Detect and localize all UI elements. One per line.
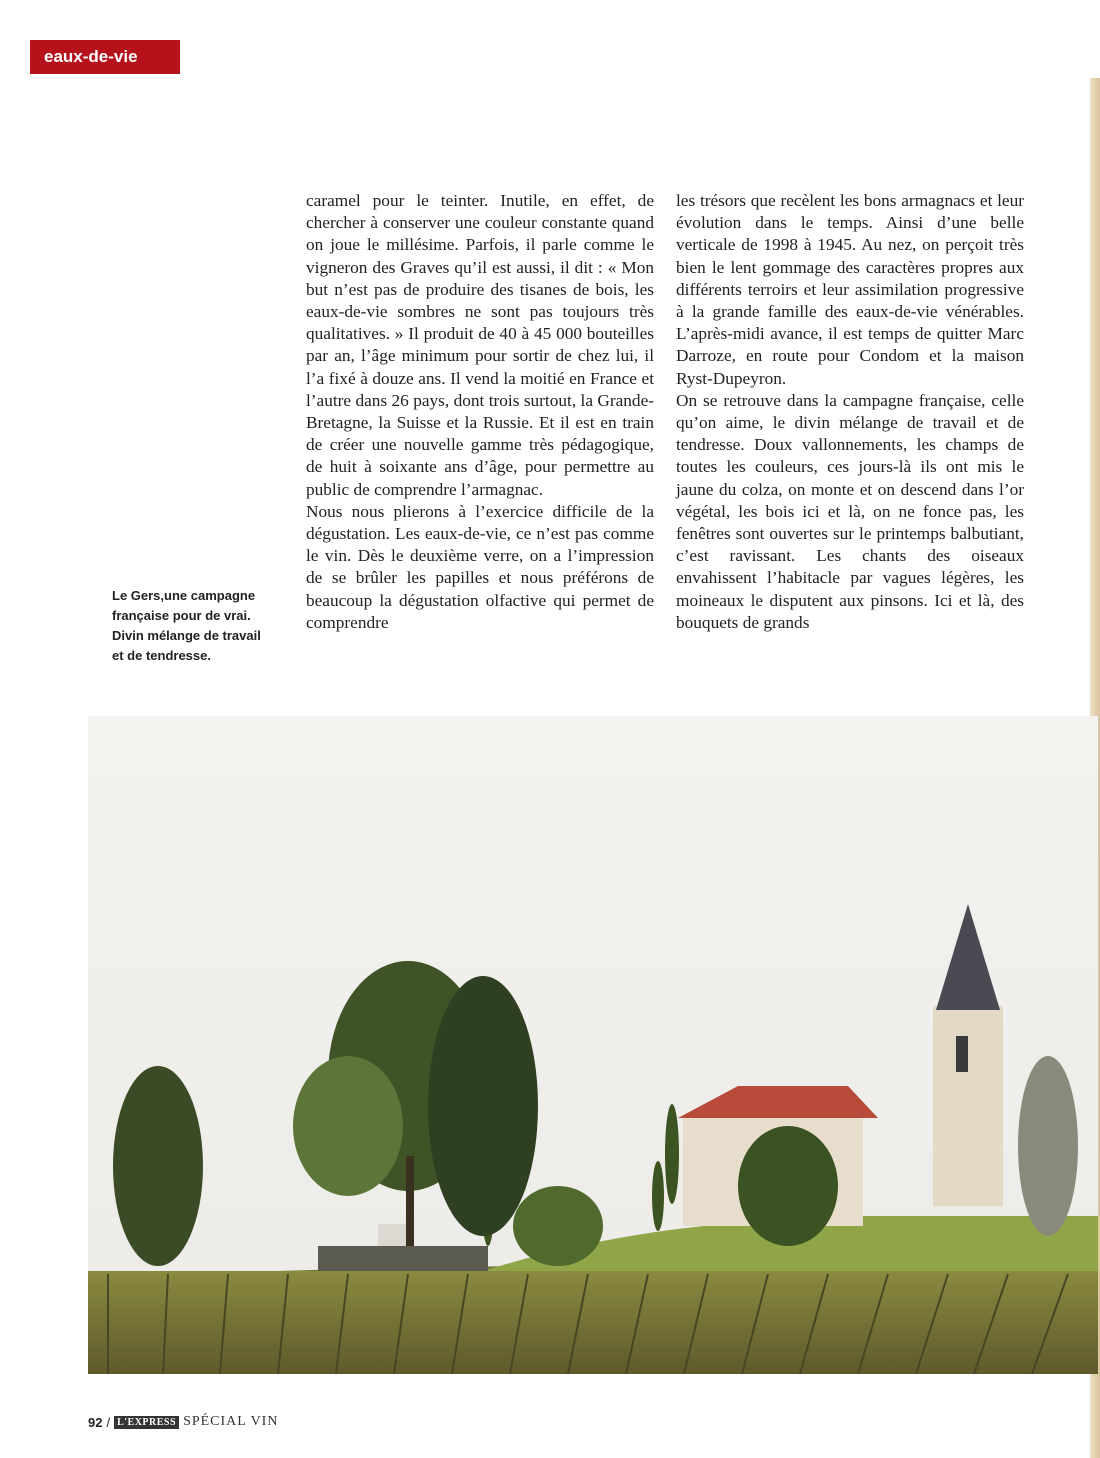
- paragraph: caramel pour le teinter. Inutile, en effet, de chercher à conserver une couleur constante quand on joue le millésime. Parfois, il parle comme le vigneron des Graves qu’il est aussi, il dit : « Mon but n’est pas de produire des tisanes de bois, les eaux-de-vie sombres ne sont pas toujours très qualitatives. » Il produit de 40 à 45 000 bouteilles par an, l’âge minimum pour sortir de chez lui, il l’a fixé à douze ans. Il vend la moitié en France et l’autre dans 26 pays, dont trois surtout, la Grande-Bretagne, la Suisse et la Russie. Et il est en train de créer une nouvelle gamme très pédagogique, de huit à soixante ans d’âge, pour permettre au public de comprendre l’armagnac.: [306, 191, 654, 499]
- landscape-photo: [88, 716, 1098, 1374]
- magazine-logo: L'EXPRESS: [114, 1416, 179, 1429]
- article-column-2: [676, 190, 1024, 634]
- photo-caption: Le Gers,une campagne française pour de vrai. Divin mélange de travail et de tendresse.: [112, 588, 261, 663]
- paragraph: les trésors que recèlent les bons armagnacs et leur évolution dans le temps. Ainsi d’une belle verticale de 1998 à 1945. Au nez, on perçoit très bien le lent gommage des caractères propres aux différents terroirs et leur assimilation progressive à la grande famille des eaux-de-vie vénérables. L’après-midi avance, il est temps de quitter Marc Darroze, en route pour Condom et la maison Ryst-Dupeyron.: [676, 191, 1024, 388]
- page-number: 92: [88, 1414, 103, 1430]
- paragraph: On se retrouve dans la campagne française, celle qu’on aime, le divin mélange de travail et de tendresse. Doux vallonnements, les champs de toutes les couleurs, ces jours-là ils ont mis le jaune du colza, on monte et on descend dans l’or végétal, les bois ici et là, on ne fonce pas, les fenêtres sont ouvertes sur le printemps balbutiant, c’est ravissant. Les chants des oiseaux envahissent l’habitacle par vagues légères, les moineaux le disputent aux pinsons. Ici et là, des bouquets de grands: [676, 390, 1024, 632]
- section-rubric: eaux-de-vie: [30, 40, 180, 74]
- paragraph: Nous nous plierons à l’exercice difficile de la dégustation. Les eaux-de-vie, ce n’est pas comme le vin. Dès le deuxième verre, on a l’impression de se brûler les papilles et nous préférons de beaucoup la dégustation olfactive qui permet de comprendre: [306, 501, 654, 632]
- issue-title: SPÉCIAL VIN: [183, 1414, 279, 1429]
- footer-separator: /: [106, 1414, 111, 1430]
- page-footer: [88, 1414, 278, 1430]
- article-column-1: [306, 190, 654, 634]
